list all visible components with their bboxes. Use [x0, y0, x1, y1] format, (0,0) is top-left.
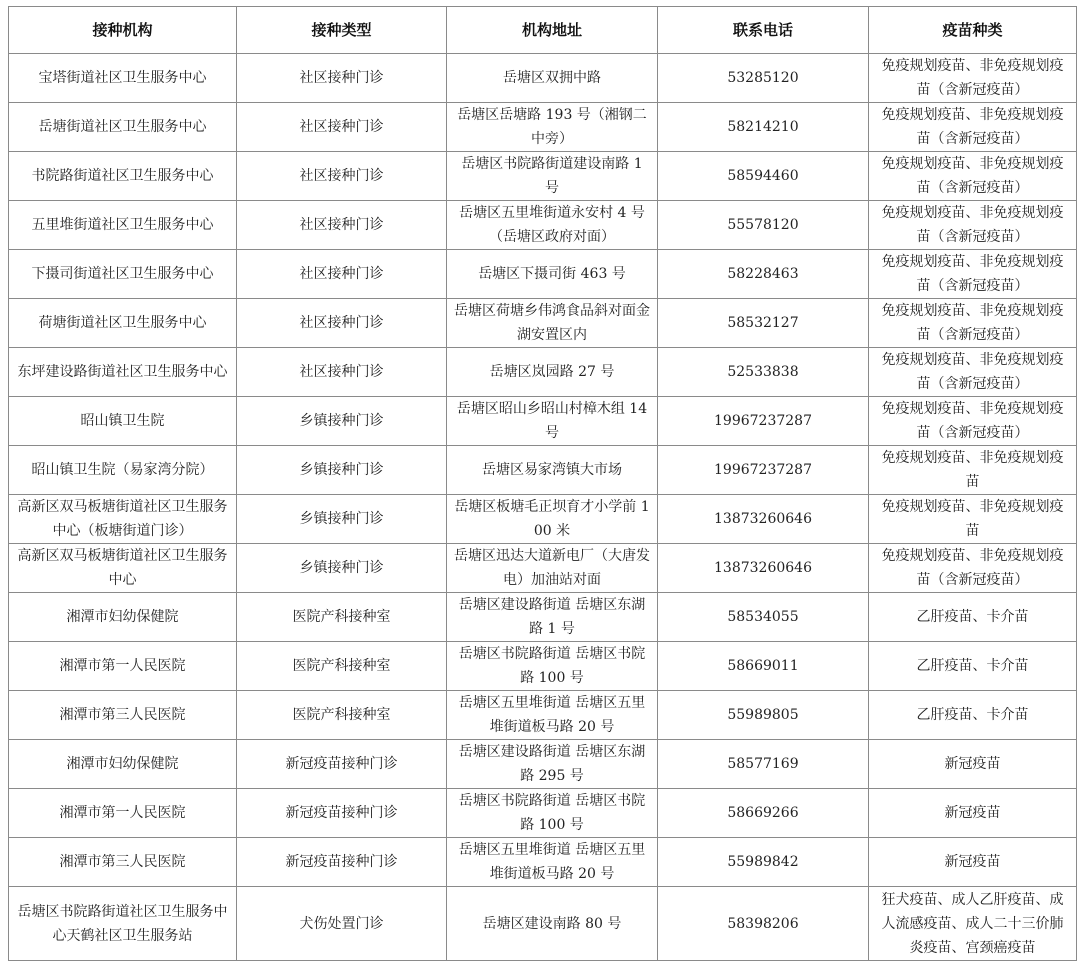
table-row — [9, 397, 1077, 446]
cell-vaccine: 免疫规划疫苗、非免疫规划疫苗（含新冠疫苗） — [869, 299, 1077, 348]
cell-org: 湘潭市第一人民医院 — [9, 789, 237, 838]
cell-phone: 52533838 — [658, 348, 869, 397]
table-row — [9, 642, 1077, 691]
cell-vaccine: 新冠疫苗 — [869, 789, 1077, 838]
cell-org: 宝塔街道社区卫生服务中心 — [9, 54, 237, 103]
cell-type: 医院产科接种室 — [237, 593, 447, 642]
cell-address: 岳塘区昭山乡昭山村樟木组 14 号 — [447, 397, 658, 446]
document-page — [8, 6, 1076, 961]
cell-vaccine: 狂犬疫苗、成人乙肝疫苗、成人流感疫苗、成人二十三价肺炎疫苗、宫颈癌疫苗 — [869, 887, 1077, 961]
cell-type: 社区接种门诊 — [237, 103, 447, 152]
cell-phone: 19967237287 — [658, 446, 869, 495]
cell-vaccine: 免疫规划疫苗、非免疫规划疫苗（含新冠疫苗） — [869, 103, 1077, 152]
cell-phone: 58228463 — [658, 250, 869, 299]
cell-phone: 58214210 — [658, 103, 869, 152]
cell-phone: 58669011 — [658, 642, 869, 691]
cell-address: 岳塘区建设路街道 岳塘区东湖路 1 号 — [447, 593, 658, 642]
table-row — [9, 691, 1077, 740]
cell-org: 湘潭市第一人民医院 — [9, 642, 237, 691]
cell-org: 湘潭市妇幼保健院 — [9, 740, 237, 789]
cell-type: 乡镇接种门诊 — [237, 397, 447, 446]
cell-address: 岳塘区建设路街道 岳塘区东湖路 295 号 — [447, 740, 658, 789]
cell-address: 岳塘区岚园路 27 号 — [447, 348, 658, 397]
cell-type: 社区接种门诊 — [237, 250, 447, 299]
cell-vaccine: 免疫规划疫苗、非免疫规划疫苗（含新冠疫苗） — [869, 544, 1077, 593]
cell-phone: 13873260646 — [658, 544, 869, 593]
cell-type: 新冠疫苗接种门诊 — [237, 838, 447, 887]
cell-vaccine: 免疫规划疫苗、非免疫规划疫苗 — [869, 446, 1077, 495]
cell-type: 乡镇接种门诊 — [237, 446, 447, 495]
cell-org: 高新区双马板塘街道社区卫生服务中心 — [9, 544, 237, 593]
cell-vaccine: 乙肝疫苗、卡介苗 — [869, 691, 1077, 740]
cell-vaccine: 乙肝疫苗、卡介苗 — [869, 642, 1077, 691]
cell-phone: 55989842 — [658, 838, 869, 887]
cell-org: 岳塘区书院路街道社区卫生服务中心天鹤社区卫生服务站 — [9, 887, 237, 961]
cell-org: 湘潭市第三人民医院 — [9, 838, 237, 887]
cell-address: 岳塘区五里堆街道 岳塘区五里堆街道板马路 20 号 — [447, 838, 658, 887]
cell-type: 社区接种门诊 — [237, 152, 447, 201]
cell-org: 昭山镇卫生院（易家湾分院） — [9, 446, 237, 495]
header-org: 接种机构 — [9, 7, 237, 54]
cell-type: 乡镇接种门诊 — [237, 544, 447, 593]
cell-address: 岳塘区五里堆街道 岳塘区五里堆街道板马路 20 号 — [447, 691, 658, 740]
cell-type: 社区接种门诊 — [237, 54, 447, 103]
cell-vaccine: 乙肝疫苗、卡介苗 — [869, 593, 1077, 642]
cell-address: 岳塘区双拥中路 — [447, 54, 658, 103]
cell-type: 新冠疫苗接种门诊 — [237, 740, 447, 789]
cell-address: 岳塘区荷塘乡伟鸿食品斜对面金湖安置区内 — [447, 299, 658, 348]
cell-type: 医院产科接种室 — [237, 642, 447, 691]
cell-type: 犬伤处置门诊 — [237, 887, 447, 961]
table-row — [9, 201, 1077, 250]
vaccination-sites-table — [8, 6, 1077, 961]
cell-type: 社区接种门诊 — [237, 201, 447, 250]
cell-address: 岳塘区迅达大道新电厂（大唐发电）加油站对面 — [447, 544, 658, 593]
cell-vaccine: 免疫规划疫苗、非免疫规划疫苗（含新冠疫苗） — [869, 397, 1077, 446]
cell-vaccine: 免疫规划疫苗、非免疫规划疫苗（含新冠疫苗） — [869, 54, 1077, 103]
table-row — [9, 348, 1077, 397]
cell-org: 书院路街道社区卫生服务中心 — [9, 152, 237, 201]
cell-org: 荷塘街道社区卫生服务中心 — [9, 299, 237, 348]
cell-type: 社区接种门诊 — [237, 299, 447, 348]
header-type: 接种类型 — [237, 7, 447, 54]
header-vaccine: 疫苗种类 — [869, 7, 1077, 54]
cell-address: 岳塘区建设南路 80 号 — [447, 887, 658, 961]
header-phone: 联系电话 — [658, 7, 869, 54]
cell-phone: 19967237287 — [658, 397, 869, 446]
cell-phone: 55989805 — [658, 691, 869, 740]
cell-org: 岳塘街道社区卫生服务中心 — [9, 103, 237, 152]
cell-phone: 13873260646 — [658, 495, 869, 544]
cell-address: 岳塘区书院路街道 岳塘区书院路 100 号 — [447, 642, 658, 691]
table-row — [9, 250, 1077, 299]
table-row — [9, 838, 1077, 887]
table-header-row — [9, 7, 1077, 54]
cell-vaccine: 新冠疫苗 — [869, 838, 1077, 887]
cell-address: 岳塘区易家湾镇大市场 — [447, 446, 658, 495]
cell-org: 湘潭市妇幼保健院 — [9, 593, 237, 642]
cell-type: 新冠疫苗接种门诊 — [237, 789, 447, 838]
cell-vaccine: 免疫规划疫苗、非免疫规划疫苗（含新冠疫苗） — [869, 250, 1077, 299]
cell-phone: 58398206 — [658, 887, 869, 961]
cell-phone: 58669266 — [658, 789, 869, 838]
cell-type: 乡镇接种门诊 — [237, 495, 447, 544]
table-row — [9, 54, 1077, 103]
cell-address: 岳塘区板塘毛正坝育才小学前 100 米 — [447, 495, 658, 544]
cell-vaccine: 免疫规划疫苗、非免疫规划疫苗 — [869, 495, 1077, 544]
table-row — [9, 887, 1077, 961]
cell-vaccine: 免疫规划疫苗、非免疫规划疫苗（含新冠疫苗） — [869, 201, 1077, 250]
cell-org: 下摄司街道社区卫生服务中心 — [9, 250, 237, 299]
cell-org: 湘潭市第三人民医院 — [9, 691, 237, 740]
cell-address: 岳塘区书院路街道建设南路 1 号 — [447, 152, 658, 201]
cell-vaccine: 免疫规划疫苗、非免疫规划疫苗（含新冠疫苗） — [869, 348, 1077, 397]
table-row — [9, 152, 1077, 201]
cell-vaccine: 免疫规划疫苗、非免疫规划疫苗（含新冠疫苗） — [869, 152, 1077, 201]
table-row — [9, 495, 1077, 544]
cell-type: 社区接种门诊 — [237, 348, 447, 397]
cell-vaccine: 新冠疫苗 — [869, 740, 1077, 789]
cell-address: 岳塘区书院路街道 岳塘区书院路 100 号 — [447, 789, 658, 838]
cell-org: 东坪建设路街道社区卫生服务中心 — [9, 348, 237, 397]
table-row — [9, 544, 1077, 593]
cell-address: 岳塘区岳塘路 193 号（湘钢二中旁） — [447, 103, 658, 152]
cell-phone: 58532127 — [658, 299, 869, 348]
cell-phone: 55578120 — [658, 201, 869, 250]
cell-phone: 58594460 — [658, 152, 869, 201]
cell-org: 五里堆街道社区卫生服务中心 — [9, 201, 237, 250]
table-row — [9, 103, 1077, 152]
table-row — [9, 740, 1077, 789]
cell-org: 高新区双马板塘街道社区卫生服务中心（板塘街道门诊） — [9, 495, 237, 544]
table-row — [9, 593, 1077, 642]
table-row — [9, 299, 1077, 348]
cell-address: 岳塘区五里堆街道永安村 4 号（岳塘区政府对面） — [447, 201, 658, 250]
table-row — [9, 446, 1077, 495]
cell-address: 岳塘区下摄司街 463 号 — [447, 250, 658, 299]
header-address: 机构地址 — [447, 7, 658, 54]
cell-org: 昭山镇卫生院 — [9, 397, 237, 446]
cell-phone: 58577169 — [658, 740, 869, 789]
cell-phone: 58534055 — [658, 593, 869, 642]
cell-phone: 53285120 — [658, 54, 869, 103]
cell-type: 医院产科接种室 — [237, 691, 447, 740]
table-row — [9, 789, 1077, 838]
